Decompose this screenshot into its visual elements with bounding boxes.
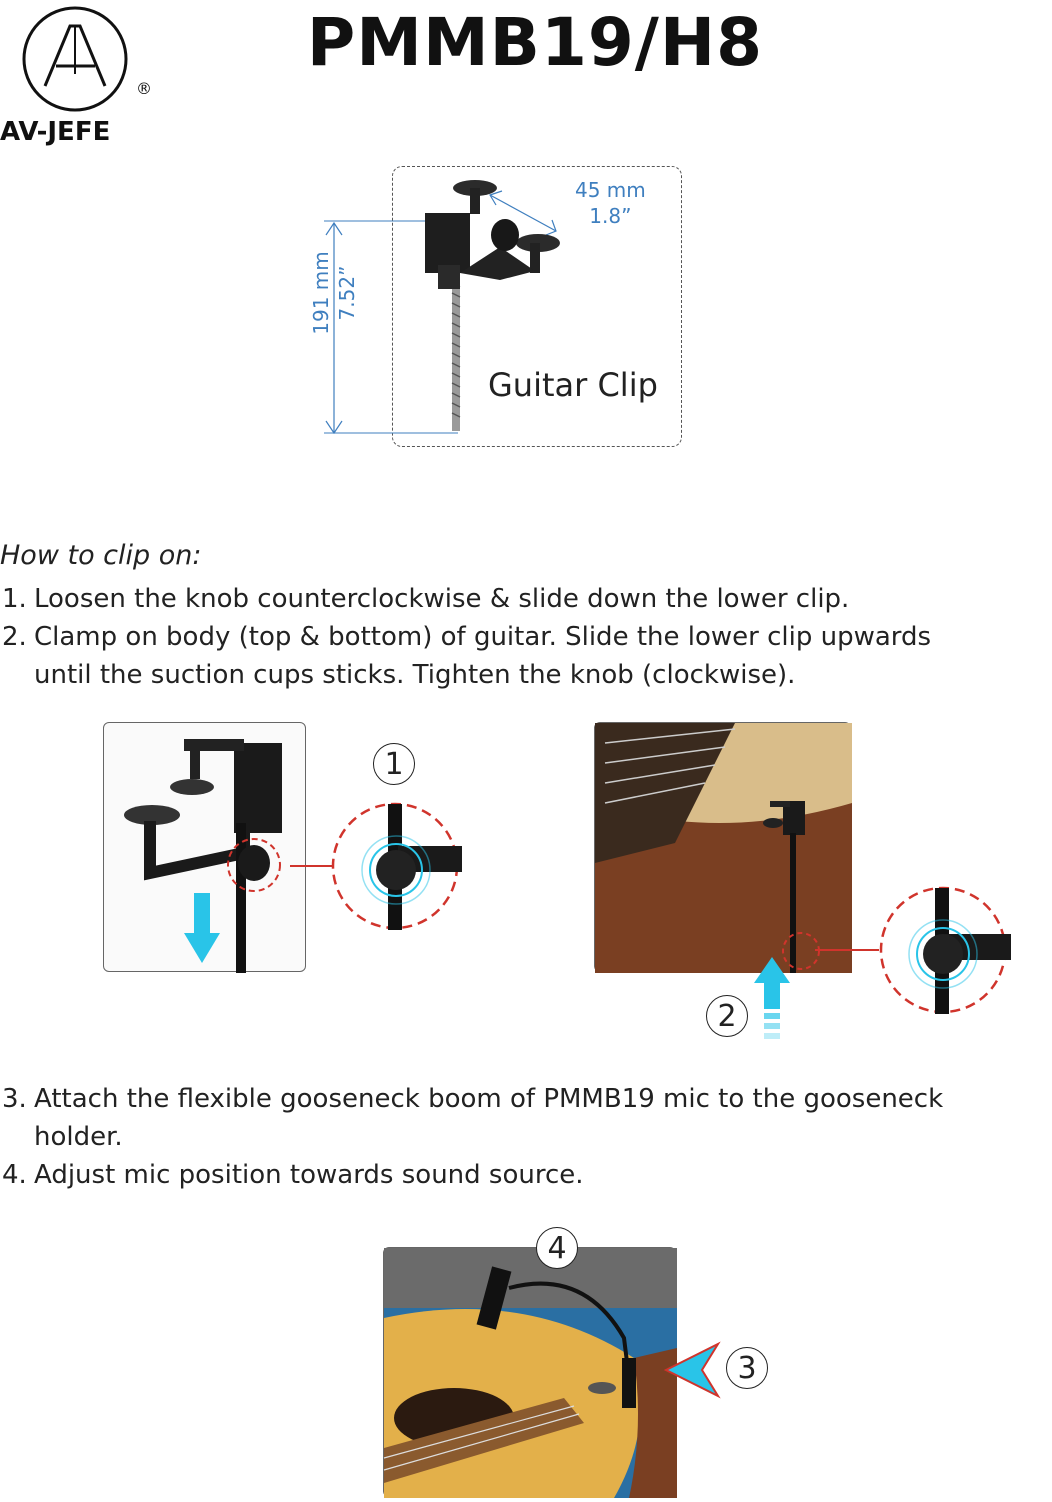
up-arrow-icon bbox=[752, 955, 792, 1045]
page-title: PMMB19/H8 bbox=[306, 4, 764, 81]
callout-2: 2 bbox=[706, 995, 748, 1037]
detail-zoom-2 bbox=[815, 880, 1015, 1029]
step-text: holder. bbox=[34, 1122, 123, 1152]
svg-text:®: ® bbox=[136, 79, 152, 98]
steps-list-a bbox=[0, 580, 1052, 694]
photo-clamp-on-guitar bbox=[594, 722, 851, 972]
step-text: Clamp on body (top & bottom) of guitar. Slide the lower clip upwards bbox=[34, 622, 932, 652]
step-item bbox=[0, 618, 1052, 694]
callout-1: 1 bbox=[373, 743, 415, 785]
brand-logo bbox=[0, 4, 155, 147]
step-text: until the suction cups sticks. Tighten the knob (clockwise). bbox=[34, 660, 796, 690]
step-text: Loosen the knob counterclockwise & slide down the lower clip. bbox=[34, 584, 850, 614]
height-mm: 191 mm bbox=[309, 251, 333, 335]
spec-label: Guitar Clip bbox=[488, 366, 658, 404]
svg-text:AV-JEFE: AV-JEFE bbox=[0, 117, 111, 147]
callout-3: 3 bbox=[726, 1347, 768, 1389]
step-number: 3. bbox=[2, 1084, 27, 1114]
width-dimension bbox=[575, 177, 646, 229]
step-text: Adjust mic position towards sound source. bbox=[34, 1160, 584, 1190]
step-number: 1. bbox=[2, 584, 27, 614]
pointer-arrow-icon bbox=[662, 1342, 722, 1402]
step-text: Attach the flexible gooseneck boom of PMMB19 mic to the gooseneck bbox=[34, 1084, 944, 1114]
height-dimension bbox=[296, 251, 376, 368]
width-in: 1.8” bbox=[589, 204, 632, 228]
step-item bbox=[0, 580, 1052, 618]
callout-4: 4 bbox=[536, 1227, 578, 1269]
step-item bbox=[0, 1080, 1052, 1156]
photo-mic-mounted bbox=[383, 1247, 676, 1497]
step-item bbox=[0, 1156, 1052, 1194]
instructions-heading: How to clip on: bbox=[0, 540, 202, 571]
detail-zoom-1 bbox=[280, 800, 470, 944]
steps-list-b bbox=[0, 1080, 1052, 1194]
step-number: 2. bbox=[2, 622, 27, 652]
photo-loosen-knob bbox=[103, 722, 306, 972]
step-number: 4. bbox=[2, 1160, 27, 1190]
width-mm: 45 mm bbox=[575, 178, 646, 202]
height-in: 7.52” bbox=[335, 265, 359, 321]
